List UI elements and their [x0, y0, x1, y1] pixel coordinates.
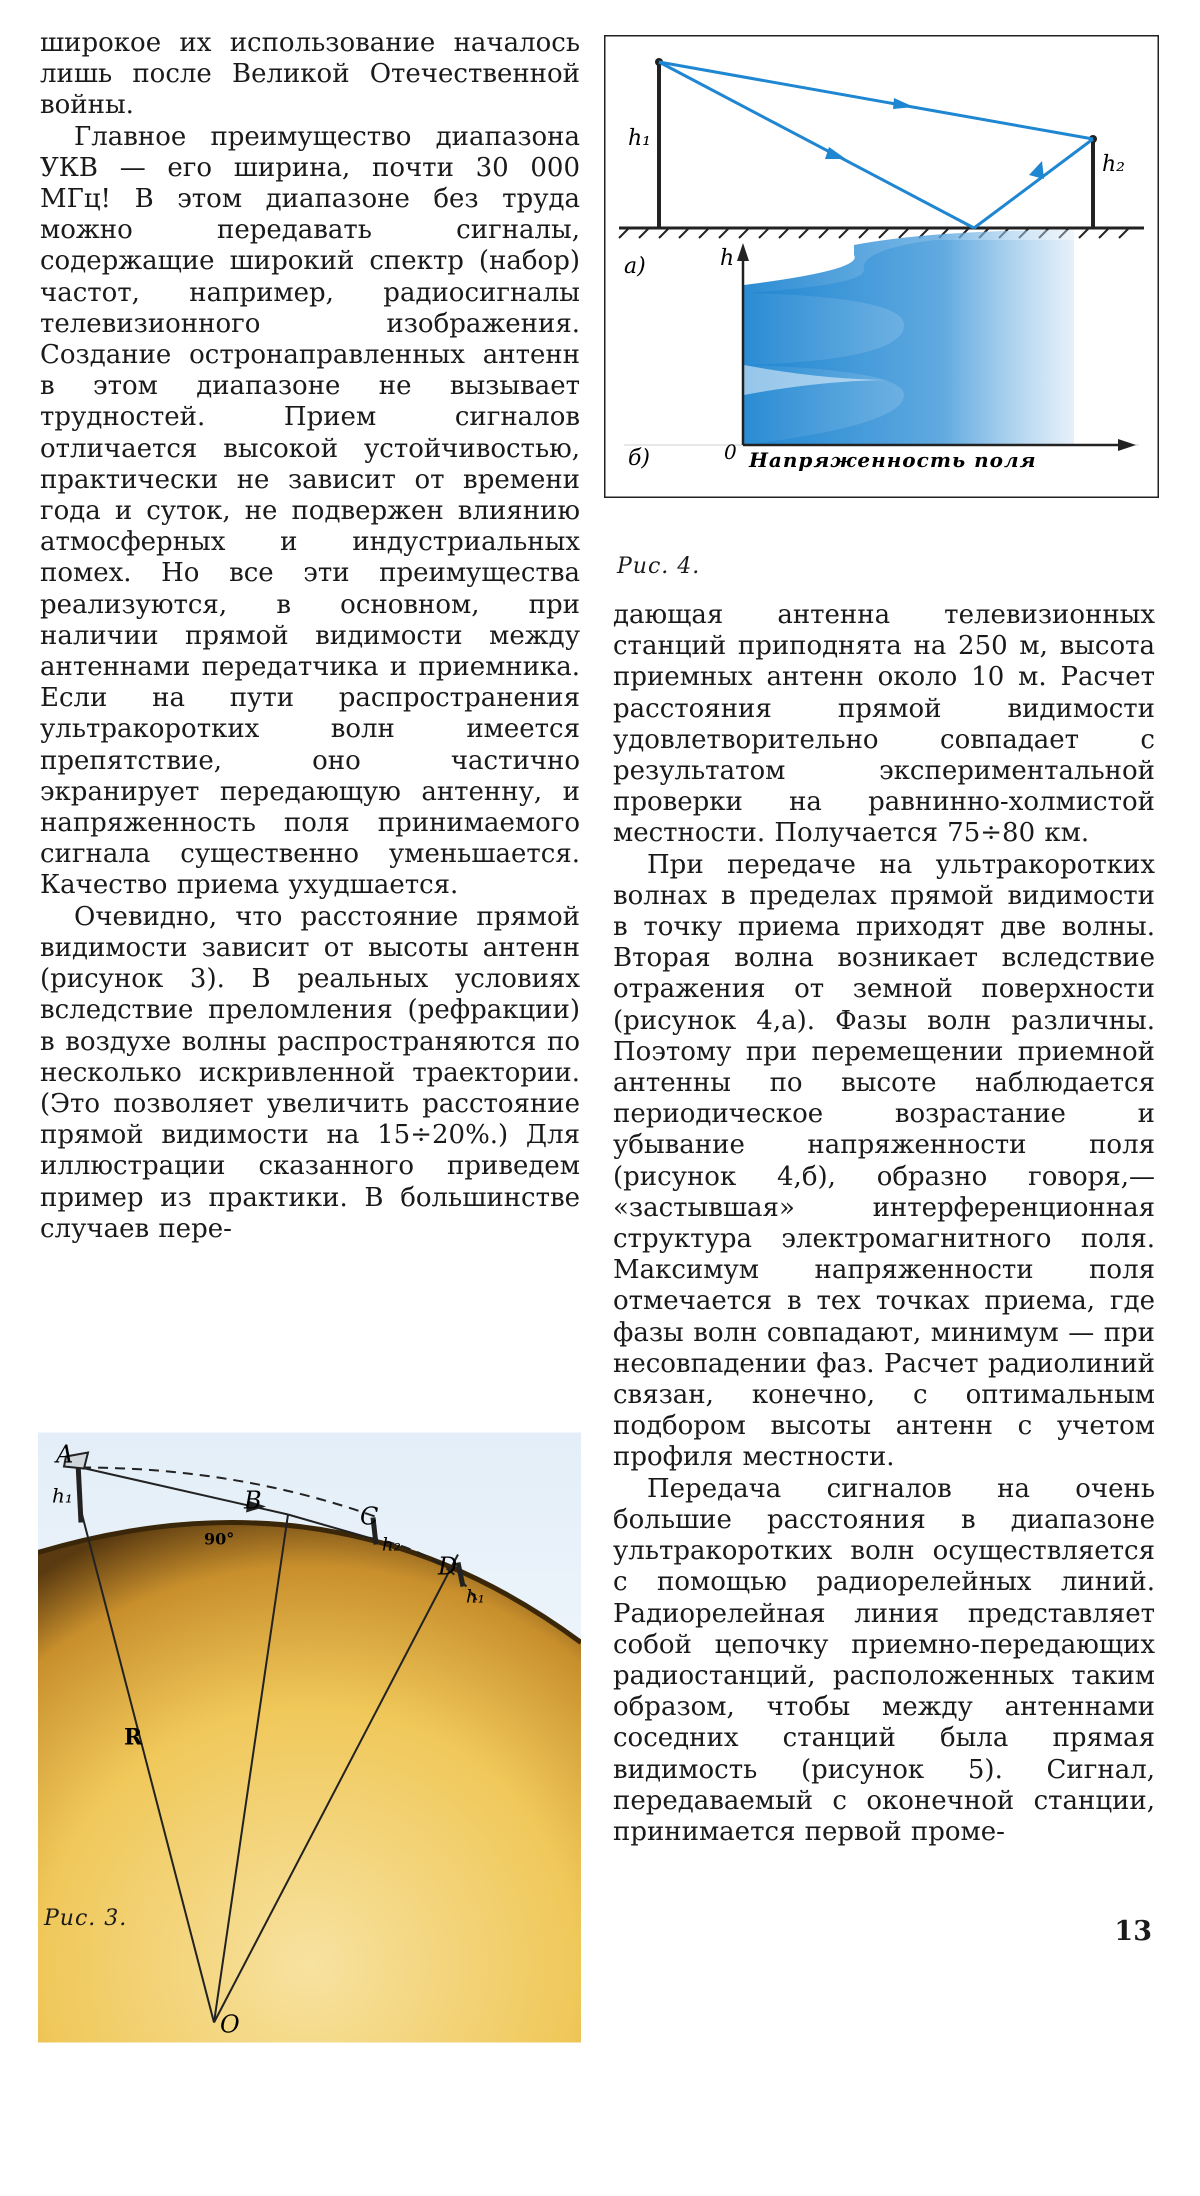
figure-4b-x-axis-label: Напряженность поля — [749, 448, 1037, 472]
right-paragraph-3: Передача сигналов на очень большие расстояния в диапазоне ультракоротких волн осуществляется с помощью радиорелейных линий. Радиорелейная линия представляет собой цепочку приемно-передающих радиостанций, расположенных таким образом, чтобы между антеннами соседних станций была прямая видимость (рисунок 5). Сигнал, передаваемый с оконечной станции, принимается первой проме- — [613, 1473, 1155, 1847]
figure-3-label-b: B — [244, 1486, 262, 1515]
figure-3-line-of-sight — [38, 1279, 581, 2196]
figure-3-label-angle: 90° — [204, 1529, 235, 1549]
figure-3-label-h1: h₁ — [52, 1483, 73, 1508]
figure-3-caption: Рис. 3. — [44, 1906, 128, 1931]
figure-4a-label-h2: h₂ — [1102, 152, 1125, 177]
left-paragraph-1: широкое их использование началось лишь после Великой Отечественной войны. — [40, 28, 580, 121]
figure-3-label-r: R — [124, 1724, 143, 1751]
left-paragraph-2: Главное преимущество диапазона УКВ — его ширина, почти 30 000 МГц! В этом диапазоне без труда можно передавать сигналы, содержащие широкий спектр (набор) частот, например, радиосигналы телевизионного изображения. Создание остронаправленных антенн в этом диапазоне не вызывает трудностей. Прием сигналов отличается высокой устойчивостью, практически не зависит от времени года и суток, не подвержен влиянию атмосферных и индустриальных помех. Но все эти преимущества реализуются, в основном, при наличии прямой видимости между антеннами передатчика и приемника. Если на пути распространения ультракоротких волн имеется препятствие, оно частично экранирует передающую антенну, и напряженность поля принимаемого сигнала существенно уменьшается. Качество приема ухудшается. — [40, 121, 580, 901]
figure-4-caption: Рис. 4. — [617, 554, 701, 579]
left-text-column — [40, 28, 580, 1245]
figure-4a-label-h1: h₁ — [628, 126, 651, 151]
figure-3-label-h2: h₂ — [382, 1534, 401, 1556]
page-number: 13 — [1114, 1916, 1152, 1947]
figure-3-label-h1-far: h₁ — [466, 1586, 485, 1608]
figure-3-label-d: D — [438, 1552, 458, 1581]
left-paragraph-3: Очевидно, что расстояние прямой видимости зависит от высоты антенн (рисунок 3). В реальных условиях вследствие преломления (рефракции) в воздухе волны распространяются по несколько искривленной траектории. (Это позволяет увеличить расстояние прямой видимости на 15÷20%.) Для иллюстрации сказанного приведем пример из практики. В большинстве случаев пере- — [40, 901, 580, 1244]
right-text-column — [613, 600, 1155, 1848]
figure-4a-panel-label: а) — [624, 254, 646, 279]
figure-4-interference — [604, 35, 1159, 498]
right-paragraph-2: При передаче на ультракоротких волнах в пределах прямой видимости в точку приема приходят две волны. Вторая волна возникает вследствие отражения от земной поверхности (рисунок 4,а). Фазы волн различны. Поэтому при перемещении приемной антенны по высоте наблюдается периодическое возрастание и убывание напряженности поля (рисунок 4,б), образно говоря,— «застывшая» интерференционная структура электромагнитного поля. Максимум напряженности поля отмечается в тех точках приема, где фазы волн совпадают, минимум — при несовпадении фаз. Расчет радиолиний связан, конечно, с оптимальным подбором высоты антенн с учетом профиля местности. — [613, 849, 1155, 1473]
figure-3-label-o: O — [220, 2010, 240, 2039]
figure-4b-y-axis-label: h — [720, 246, 735, 271]
figure-4b-panel-label: б) — [628, 446, 651, 471]
figure-3-label-a: A — [56, 1440, 74, 1469]
figure-3-label-c: C — [360, 1502, 379, 1531]
figure-4b-origin-label: 0 — [724, 440, 737, 464]
right-paragraph-1: дающая антенна телевизионных станций приподнята на 250 м, высота приемных антенн около 10 м. Расчет расстояния прямой видимости удовлетворительно совпадает с результатом экспериментальной проверки на равнинно-холмистой местности. Получается 75÷80 км. — [613, 600, 1155, 849]
